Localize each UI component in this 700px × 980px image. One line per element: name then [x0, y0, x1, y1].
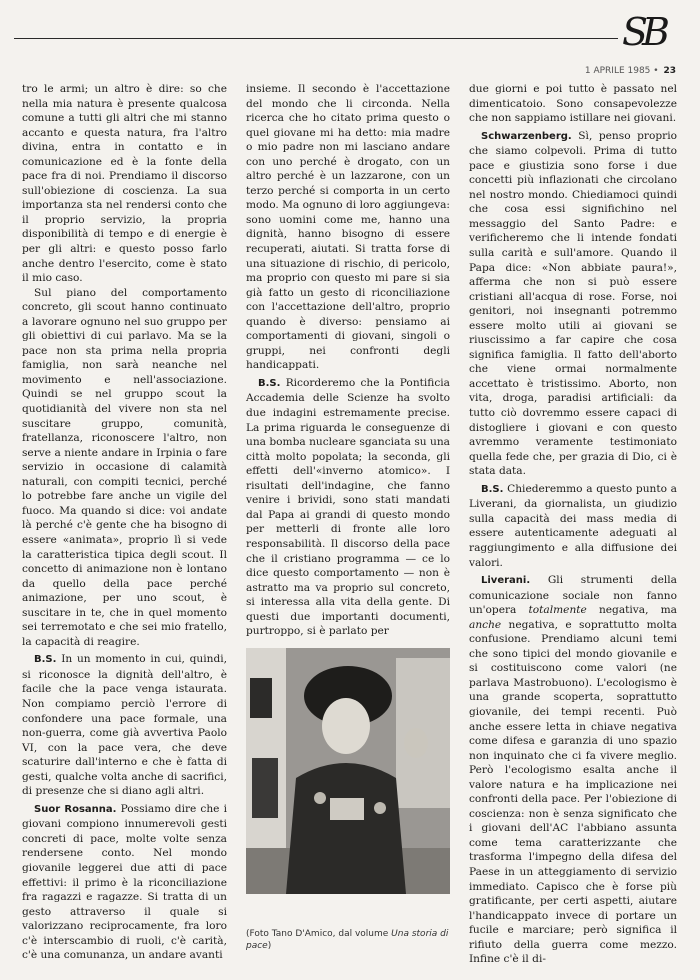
header-rule: [14, 38, 618, 39]
paragraph: Sul piano del comportamento concreto, gli scout hanno continuato a lavorare ognuno nel suo gruppo per gli obiettivi di cui parlavo. Ma se la pace non sta prima nella propria famiglia, non sarà neanche nel movimento e nell'associazione. Quindi se nel gruppo scout la quotidianità del vivere non sta nel suscitare gruppo, comunità, fratellanza, riconoscere l'altro, non serve a niente andare in Irpinia o fare servizio in occasione di calamità naturali, con compiti tecnici, perché lo potrebbe fare anche un vigile del fuoco. Ma quando si dice: voi andate là perché c'è gente che ha bisogno di essere «animata», proprio lì si vede la caratteristica tipica degli scout. Il concetto di animazione non è lontano da quello della pace perché animazione, per uno scout, è suscitare in te, che in quel momento sei terremotato e che sei mio fratello, la capacità di reagire.: [22, 286, 227, 648]
photo-image: [246, 648, 450, 894]
paragraph: due giorni e poi tutto è passato nel dimenticatoio. Sono consapevolezze che non sappiamo istillare nei giovani.: [469, 83, 677, 125]
paragraph: tro le armi; un altro è dire: so che nella mia natura è presente qualcosa comune a tutti gli altri che mi stanno accanto e questa natura, fra l'altro divina, entra in contatto e in comunicazione ed è la fonte della pace fra di noi. Prendiamo il discorso sull'obiezione di coscienza. La sua importanza sta nel rendersi conto che il proprio servizio, la propria disponibilità di tempo e di energie è per gli altri: e questo posso farlo anche dentro l'esercito, come è stato il mio caso.: [22, 83, 227, 285]
speaker-paragraph: [469, 573, 677, 967]
speaker-paragraph: [469, 482, 677, 570]
emphasis: anche: [469, 618, 502, 631]
text-column-2: [246, 82, 450, 639]
speaker-paragraph: [246, 376, 450, 639]
speaker-paragraph: [22, 652, 227, 798]
speaker-text: Sì, penso proprio che siamo colpevoli. Prima di tutto pace e giustizia sono forse i due concetti più inflazionati che circolano nel nostro mondo. Chiediamoci quindi che cosa essi significhino nel messaggio del Santo Padre: e verificheremo che li intende fondati sulla carità e sull'amore. Quando il Papa dice: «Non abbiate paura!», afferma che non si può essere cristiani all'acqua di rose. Forse, noi genitori, noi insegnanti potremmo essere molto utili ai giovani se riuscissimo a far capire che cosa significa famiglia. Il fatto dell'aborto che viene ormai normalmente accettato è tristissimo. Aborto, non vita, droga, paradisi artificiali: da tutto ciò dovremmo essere capaci di distogliere i giovani e con questo avremmo veramente testimoniato quella fede che, per grazia di Dio, ci è stata data.: [469, 129, 677, 478]
speaker-paragraph: [469, 129, 677, 479]
speaker-name: Schwarzenberg.: [481, 130, 572, 142]
paragraph: insieme. Il secondo è l'accettazione del mondo che li circonda. Nella ricerca che ho citato prima questo o quel giovane mi ha detto: mia madre o mio padre non mi lasciano andare con uno perché è drogato, con un altro perché è un lazzarone, con un terzo perché si comporta in un certo modo. Ma ognuno di loro aggiungeva: sono uomini come me, hanno una dignità, hanno bisogno di essere recuperati, aiutati. Si tratta forse di una situazione di rischio, di pericolo, ma proprio con questo mi pare si sia già fatto un gesto di riconciliazione con l'accettazione dell'altro, proprio quando è diverso: pensiamo ai comportamenti di giovani, singoli o gruppi, nei confronti degli handicappati.: [246, 83, 450, 372]
text-column-1: [22, 82, 227, 963]
caption-text: (Foto Tano D'Amico, dal volume: [246, 929, 392, 939]
text-column-3: [469, 82, 677, 967]
speaker-name: Liverani.: [481, 575, 531, 587]
speaker-paragraph: [22, 802, 227, 963]
issue-date: 1 APRILE 1985: [584, 66, 651, 76]
emphasis: totalmente: [528, 604, 587, 617]
speaker-name: B.S.: [481, 483, 504, 495]
article-photo: [246, 648, 450, 894]
speaker-text: Ricorderemo che la Pontificia Accademia delle Scienze ha svolto due indagini estremamente precise. La prima riguarda le conseguenze di una bomba nucleare sganciata su una città molto popolata; la seconda, gli effetti dell'«inverno atomico». I risultati dell'indagine, che fanno venire i brividi, sono stati mandati dal Papa ai grandi di questo mondo per metterli di fronte alle loro responsabilità. Il discorso della pace che il cristiano programma — ce lo dice questo comportamento — non è astratto ma va proprio sul concreto, si interessa alla vita della gente. Di questi due importanti documenti, purtroppo, si è parlato per: [246, 376, 450, 638]
magazine-logo: SB: [622, 10, 664, 54]
photo-caption: [246, 928, 450, 952]
speaker-text: In un momento in cui, quindi, si riconosce la dignità dell'altro, è facile che la pace venga istaurata. Non compiamo perciò l'errore di confondere una pace formale, una non-guerra, come già avvertiva Paolo VI, con la pace vera, che deve scaturire dall'interno e che è fatta di gesti, qualche volta anche di sacrifici, di presenze che si diano agli altri.: [22, 653, 227, 798]
caption-text: ): [267, 941, 272, 951]
speaker-name: Suor Rosanna.: [34, 803, 117, 815]
speaker-name: B.S.: [34, 654, 57, 666]
speaker-name: B.S.: [258, 377, 281, 389]
speaker-text: negativa, ma: [586, 604, 677, 617]
speaker-text: negativa, e soprattutto molta confusione. Prendiamo alcuni temi che sono tipici del mondo giovanile e si costituiscono come valori (ne parlava Mastrobuono). L'ecologismo è una grande scoperta, soprattutto giovanile, dei tempi recenti. Può anche essere letta in chiave negativa come difesa e garanzia di uno spazio non inquinato che ci fa vivere meglio. Però l'ecologismo esalta anche il valore natura e ha implicazione nei confronti della pace. Per l'obiezione di coscienza: non è senza significato che i giovani dell'AC l'abbiano assunta come tema caratterizzante che trasforma l'impegno della difesa del Paese in un atteggiamento di servizio immediato. Capisco che è forse più gratificante, per certi aspetti, aiutare l'handicappato invece di portare un fucile e marciare; però significa il rifiuto della guerra come mezzo. Infine c'è il di-: [469, 618, 677, 966]
speaker-text: Chiederemmo a questo punto a Liverani, da giornalista, un giudizio sulla capacità dei mass media di essere autenticamente adeguati al raggiungimento e alla diffusione dei valori.: [469, 482, 677, 569]
caption-book-title: Una storia di pace: [246, 929, 449, 951]
page-separator: •: [653, 66, 659, 76]
speaker-text: Gli strumenti della comunicazione sociale non fanno un'opera: [469, 574, 677, 617]
page-number: 23: [663, 66, 676, 76]
running-head: [585, 66, 676, 76]
speaker-text: Possiamo dire che i giovani compiono innumerevoli gesti concreti di pace, molte volte senza rendersene conto. Nel mondo giovanile leggerei due atti di pace effettivi: il primo è la riconciliazione fra ragazzi e ragazze. Si tratta di un gesto attraverso il quale si valorizzano reciprocamente, fra loro c'è interscambio di ruoli, c'è carità, c'è una comunanza, un andare avanti: [22, 802, 227, 962]
